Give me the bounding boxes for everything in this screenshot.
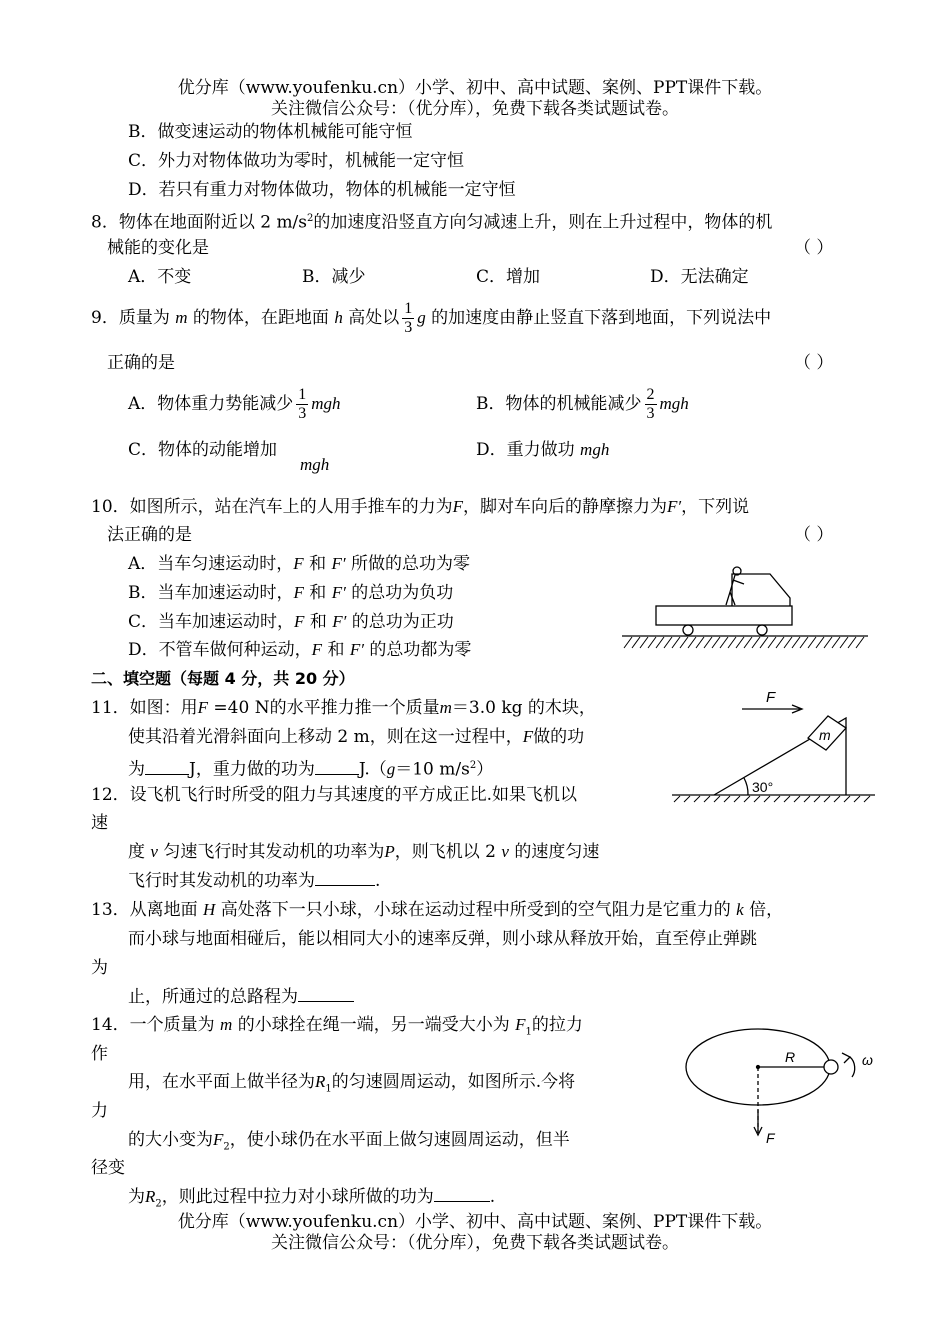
q8-stem-line-1: 8．物体在地面附近以 2 $m/s^2$的加速度沿竖直方向匀减速上升，则在上升过程中，物体的机 — [91, 212, 773, 233]
q9-stem-line-2: 正确的是 — [107, 353, 175, 373]
ground-hatch — [624, 637, 864, 648]
footer-line-2: 关注微信公众号：（优分库），免费下载各类试题试卷。 — [271, 1233, 679, 1253]
q10-stem-line-1: 10．如图所示，站在汽车上的人用手推车的力为F，脚对车向后的静摩擦力为F′，下列说 — [91, 497, 750, 517]
truck-cab — [732, 574, 790, 606]
q14-stem-line-2: 作 — [91, 1044, 108, 1064]
q9-option-c-value: mgh — [300, 455, 330, 474]
fraction-one-third: $\frac{1}{3}$ — [404, 300, 413, 336]
q13-stem-line-3: 为 — [91, 958, 108, 978]
q8-option-b: B．减少 — [302, 267, 366, 287]
q12-stem-line-3: 度 v 匀速飞行时其发动机的功率为P，则飞机以 2 v 的速度匀速 — [128, 842, 600, 862]
circle-label-R: R — [785, 1049, 796, 1065]
q12-stem-line-2: 速 — [91, 813, 108, 833]
truck-wheel-front — [757, 625, 767, 635]
incline-label-m: m — [819, 727, 831, 743]
q12-stem-line-4: 飞行时其发动机的功率为 . — [128, 871, 381, 891]
q13-stem-line-4: 止，所通过的总路程为 — [128, 987, 354, 1007]
q14-blank — [434, 1201, 490, 1202]
q7-option-c: C．外力对物体做功为零时，机械能一定守恒 — [128, 151, 465, 171]
q14-stem-line-3: 用，在水平面上做半径为$R_1$的匀速圆周运动，如图所示.今将 — [128, 1072, 576, 1095]
q11-stem-line-2: 使其沿着光滑斜面向上移动 2 m，则在这一过程中，F做的功 — [128, 727, 585, 747]
q8-answer-bracket: （ ） — [794, 238, 834, 258]
incline-hatch — [674, 796, 870, 802]
q14-stem-line-5: 的大小变为$F_2$，使小球仍在水平面上做匀速圆周运动，但半 — [128, 1130, 570, 1153]
q9-option-d: D．重力做功 mgh — [476, 440, 610, 460]
q8-option-d: D．无法确定 — [650, 267, 749, 287]
q7-option-d: D．若只有重力对物体做功，物体的机械能一定守恒 — [128, 180, 516, 200]
q10-option-a: A．当车匀速运动时，F 和 F′ 所做的总功为零 — [128, 554, 470, 574]
q11-blank-2 — [315, 774, 359, 775]
person-body — [726, 575, 744, 605]
circular-motion-figure — [680, 1015, 880, 1150]
q14-stem-line-1: 14．一个质量为 m 的小球拴在绳一端，另一端受大小为 $F_1$的拉力 — [91, 1015, 583, 1038]
omega-arc — [850, 1057, 855, 1077]
q8-stem-line-2: 械能的变化是 — [107, 238, 209, 258]
q13-blank — [298, 1001, 354, 1002]
q10-option-b: B．当车加速运动时，F 和 F′ 的总功为负功 — [128, 583, 454, 603]
q10-option-c: C．当车加速运动时，F 和 F′ 的总功为正功 — [128, 612, 454, 632]
truck-bed — [656, 606, 792, 625]
incline-label-angle: 30° — [752, 779, 774, 795]
truck-wheel-rear — [683, 625, 693, 635]
truck-figure — [620, 562, 870, 657]
q12-stem-line-1: 12．设飞机飞行时所受的阻力与其速度的平方成正比.如果飞机以 — [91, 785, 578, 805]
header-line-2: 关注微信公众号：（优分库），免费下载各类试题试卷。 — [271, 99, 679, 119]
q9-stem-line-1: 9．质量为 m 的物体，在距地面 h 高处以 $\frac{1}{3}$ g 的加速度由静止竖直下落到地面，下列说法中 — [91, 300, 772, 336]
section-2-heading: 二、填空题（每题 4 分，共 20 分） — [91, 669, 355, 688]
q14-stem-line-4: 力 — [91, 1101, 108, 1121]
q10-stem-line-2: 法正确的是 — [107, 525, 192, 545]
q11-stem-line-3: 为 J，重力做的功为 J.（g＝10 $m/s^2$） — [128, 759, 494, 780]
q13-stem-line-2: 而小球与地面相碰后，能以相同大小的速率反弹，则小球从释放开始，直至停止弹跳 — [128, 929, 757, 949]
incline-figure — [670, 680, 880, 805]
q14-stem-line-6: 径变 — [91, 1158, 125, 1178]
header-line-1: 优分库（www.youfenku.cn）小学、初中、高中试题、案例、PPT课件下载。 — [177, 78, 773, 98]
q14-stem-line-7: 为$R_2$，则此过程中拉力对小球所做的功为 . — [128, 1187, 496, 1210]
incline-label-F: F — [766, 689, 776, 706]
q8-option-c: C．增加 — [476, 267, 541, 287]
q13-stem-line-1: 13．从离地面 H 高处落下一只小球，小球在运动过程中所受到的空气阻力是它重力的 k 倍， — [91, 900, 784, 920]
angle-arc — [744, 778, 748, 795]
q8-option-a: A．不变 — [128, 267, 192, 287]
q7-option-b: B．做变速运动的物体机械能可能守恒 — [128, 122, 413, 142]
q9-answer-bracket: （ ） — [794, 353, 834, 373]
q10-option-d: D．不管车做何种运动，F 和 F′ 的总功都为零 — [128, 640, 472, 660]
circle-label-F: F — [766, 1130, 775, 1146]
q9-option-c: C．物体的动能增加 — [128, 440, 278, 460]
ball — [824, 1060, 838, 1074]
q12-blank — [315, 885, 375, 886]
omega-arrowhead — [842, 1053, 850, 1063]
q9-option-b: B．物体的机械能减少 $\frac{2}{3}$ mgh — [476, 386, 689, 422]
q11-stem-line-1: 11．如图：用F =40 N的水平推力推一个质量m＝3.0 kg 的木块， — [91, 698, 596, 718]
q11-blank-1 — [145, 774, 189, 775]
footer-line-1: 优分库（www.youfenku.cn）小学、初中、高中试题、案例、PPT课件下载。 — [177, 1212, 773, 1232]
circle-label-omega: ω — [862, 1052, 873, 1068]
q9-option-a: A．物体重力势能减少 $\frac{1}{3}$ mgh — [128, 386, 341, 422]
q10-answer-bracket: （ ） — [794, 525, 834, 545]
